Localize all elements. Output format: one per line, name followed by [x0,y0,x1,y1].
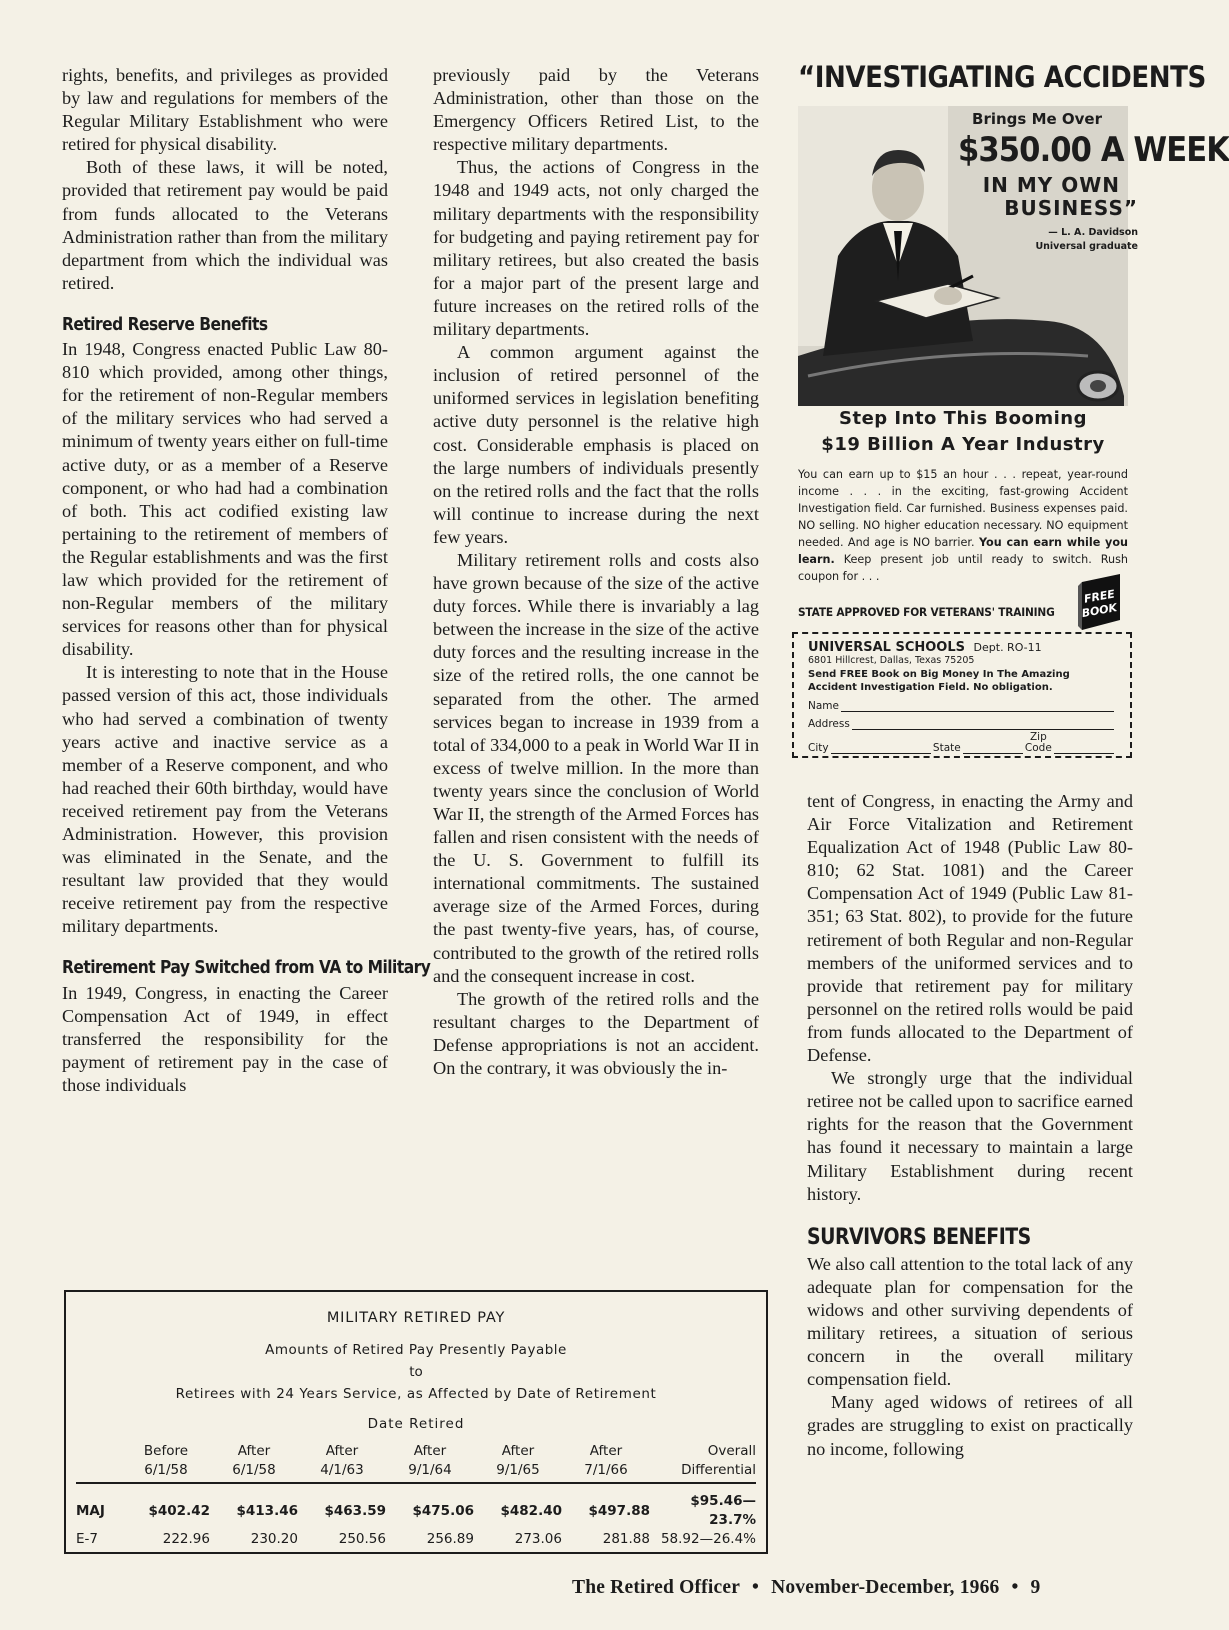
section-heading: Retirement Pay Switched from VA to Military [62,957,431,979]
table-cell: 58.92—26.4% [660,1531,756,1547]
ad-business: BUSINESS” [1004,196,1138,220]
footer-bullet: • [752,1577,760,1598]
table-cell: $402.42 [148,1502,210,1519]
paragraph: previously paid by the Veterans Administration, other than those on the Emergency Officers Retired List, to the respective military departments. [433,65,759,155]
ad-brings: Brings Me Over [972,110,1102,128]
paragraph: In 1948, Congress enacted Public Law 80-810 which provided, among other things, for the retirement of non-Regular members of the military services who had served a minimum of twenty years either on full-time active duty, or as a member of a Reserve component, or who had had a combination of both. This act codified existing law pertaining to the retirement of members of the Regular establishments and was the first law which provided for the retirement of non-Regular members of the military services for reasons other than for physical disability. [62,339,388,660]
paragraph: The growth of the retired rolls and the resultant charges to the Department of Defense appropriations is not an accident. On the contrary, it was obviously the in- [433,988,759,1079]
paragraph: In 1949, Congress, in enacting the Career Compensation Act of 1949, in effect transferred the responsibility for the payment of retirement pay in the case of those individuals [62,982,388,1095]
city-field-line[interactable] [831,743,931,754]
text-column-1 [62,64,431,1097]
paragraph: rights, benefits, and privileges as provided by law and regulations for members of the Regular Military Establishment who were retired for physical disability. [62,65,388,155]
table-subtitle: to [409,1364,423,1380]
paragraph: Many aged widows of retirees of all grades are struggling to exist on practically no income, following [807,1392,1133,1459]
paragraph: It is interesting to note that in the House passed version of this act, those individuals who had served a combination of twenty years active and inactive service as a member of a Reserve component, and who had reached their 60th birthday, would have received retirement pay from the Veterans Administration. However, this provision was eliminated in the Senate, and the resultant law provided that they would receive retirement pay from the respective military departments. [62,662,388,937]
ad-state-approved: STATE APPROVED FOR VETERANS' TRAINING [798,605,1055,619]
ad-body-bold: You can earn while you learn. [798,536,1129,566]
ad-body [798,466,1128,585]
table-cell: $95.46—23.7% [690,1493,756,1528]
table-header: Before 6/1/58 [122,1442,210,1483]
state-field-label: State [932,742,961,754]
paragraph: tent of Congress, in enacting the Army and Air Force Vitalization and Retirement Equalization Act of 1948 (Public Law 80-810; 62 Stat. 1081) and the Career Compensation Act of 1949 (Public Law 81-351; 63 Stat. 802), to provide for the future retirement of both Regular and non-Regular members of the uniformed services and to provide that retirement pay for military personnel on the retired rolls would be paid from funds allocated to the Department of Defense. [807,791,1133,1066]
table-header: After 7/1/66 [562,1442,650,1483]
name-field-line[interactable] [841,701,1114,712]
table-date-label: Date Retired [367,1416,465,1432]
ad-step-line1: Step Into This Booming [839,408,1087,429]
table-cell: $497.88 [588,1502,650,1519]
table-cell: 230.20 [250,1531,298,1547]
zip-label: Zip [1029,731,1047,743]
table-cell: MAJ [76,1502,105,1519]
table-header [76,1442,122,1483]
city-field-label: City [808,742,829,754]
footer-bullet: • [1011,1577,1019,1598]
coupon-school [808,640,1116,655]
table-cell: E-7 [76,1531,98,1547]
table-title: MILITARY RETIRED PAY [326,1310,506,1326]
table-cell: 273.06 [514,1531,562,1547]
zip-code-label [1025,732,1052,754]
ad-quote-block [938,110,1229,254]
table-cell: $413.46 [236,1502,298,1519]
section-heading: SURVIVORS BENEFITS [807,1224,1031,1250]
free-book-text-1: FREE [1082,587,1116,606]
paragraph: Both of these laws, it will be noted, provided that retirement pay would be paid from funds allocated to the Veterans Administration rather than from the military department from which the individual was retired. [62,157,388,293]
text-column-3 [807,790,1133,1461]
coupon-address: 6801 Hillcrest, Dallas, Texas 75205 [808,655,975,666]
table-cell: $463.59 [324,1502,386,1519]
table-header: After 9/1/64 [386,1442,474,1483]
ad-step-line2: $19 Billion A Year Industry [821,434,1105,455]
order-coupon[interactable] [792,632,1132,758]
section-heading: Retired Reserve Benefits [62,313,268,335]
footer-date: November-December, 1966 [771,1577,1000,1598]
table-row [76,1483,756,1530]
coupon-send: Send FREE Book on Big Money In The Amazing Accident Investigation Field. No obligation. [808,669,1070,693]
code-label: Code [1024,742,1052,754]
table-header: After 6/1/58 [210,1442,298,1483]
table-cell: 222.96 [162,1531,210,1547]
paragraph: Thus, the actions of Congress in the 1948 and 1949 acts, not only charged the military departments with the responsibility for budgeting and paying retirement pay for military retirees, but also created the basis for a major part of the present large and future increases on the retired rolls of the military departments. [433,157,759,340]
ad-amount: $350.00 A WEEK [958,130,1229,170]
address-field-label: Address [808,718,850,730]
address-field-line[interactable] [852,719,1114,730]
ad-body-text: You can earn up to $15 an hour . . . repeat, year-round income . . . in the exciting, fast-growing Accident Investigation field. Car furnished. Business expenses paid. NO selling. NO higher education necessary. NO equipment needed. And age is NO barrier. [798,468,1128,549]
retired-pay-table [76,1442,756,1549]
table-cell: $482.40 [500,1502,562,1519]
state-field-line[interactable] [963,743,1023,754]
paragraph: Military retirement rolls and costs also have grown because of the size of the active duty forces. While there is invariably a lag between the increase in the size of the active duty forces and the resulting increase in the size of the retired rolls, the one cannot be separated from the other. The armed services began to increase in 1939 from a total of 334,000 to a peak in World War II in excess of twelve million. In the more than twenty years since the conclusion of World War II, the strength of the Armed Forces has fallen and risen consistent with the needs of the U. S. Government to fulfill its international commitments. The sustained average size of the Armed Forces, during the past twenty-five years, has, of course, contributed to the growth of the retired rolls and the consequent increase in cost. [433,549,759,986]
table-header: After 4/1/63 [298,1442,386,1483]
table-header: Overall Differential [650,1442,756,1483]
coupon-school-name: UNIVERSAL SCHOOLS [808,640,965,655]
paragraph: We strongly urge that the individual retiree not be called upon to sacrifice earned rights for the reason that the Government has found it necessary to maintain a large Military Establishment during recent history. [807,1068,1133,1204]
ad-body-text2: Keep present job until ready to switch. Rush coupon for . . . [798,553,1128,583]
ad-headline: “INVESTIGATING ACCIDENTS [798,60,1206,94]
table-row [76,1530,756,1549]
retired-pay-table-box [64,1290,768,1554]
footer-publication: The Retired Officer [572,1577,741,1598]
zip-field-line[interactable] [1054,743,1114,754]
table-header: After 9/1/65 [474,1442,562,1483]
ad-in-my-own: IN MY OWN [982,173,1120,197]
name-field-label: Name [808,700,839,712]
text-column-2 [433,64,759,1080]
ad-sig-title: Universal graduate [1035,241,1138,252]
coupon-dept: Dept. RO-11 [973,641,1042,654]
table-subtitle: Retirees with 24 Years Service, as Affected by Date of Retirement [175,1386,657,1402]
ad-signature [938,226,1138,254]
ad-step-block [798,406,1128,458]
name-field[interactable] [808,700,1116,712]
table-subtitle: Amounts of Retired Pay Presently Payable [265,1342,567,1358]
paragraph: A common argument against the inclusion of retired personnel of the uniformed services in legislation benefiting active duty personnel is the relative high cost. Considerable emphasis is placed on the large numbers of individuals presently on the retired rolls and the fact that the rolls will continue to increase during the next few years. [433,342,759,547]
page-number: 9 [1030,1577,1041,1598]
table-cell: 281.88 [602,1531,650,1547]
free-book-text-2: BOOK [1080,601,1119,621]
paragraph: We also call attention to the total lack of any adequate plan for compensation for the widows and other surviving dependents of military retirees, a situation of serious concern in the overall military compensation field. [807,1253,1133,1390]
address-field[interactable] [808,718,1116,730]
table-header-row [76,1442,756,1483]
page-footer [572,1577,1040,1599]
table-cell: 256.89 [426,1531,474,1547]
table-cell: $475.06 [412,1502,474,1519]
city-state-zip-field[interactable] [808,732,1116,754]
ad-sig-name: — L. A. Davidson [1048,227,1138,238]
table-cell: 250.56 [338,1531,386,1547]
advertisement [798,60,1229,754]
free-book-icon [1076,574,1124,630]
